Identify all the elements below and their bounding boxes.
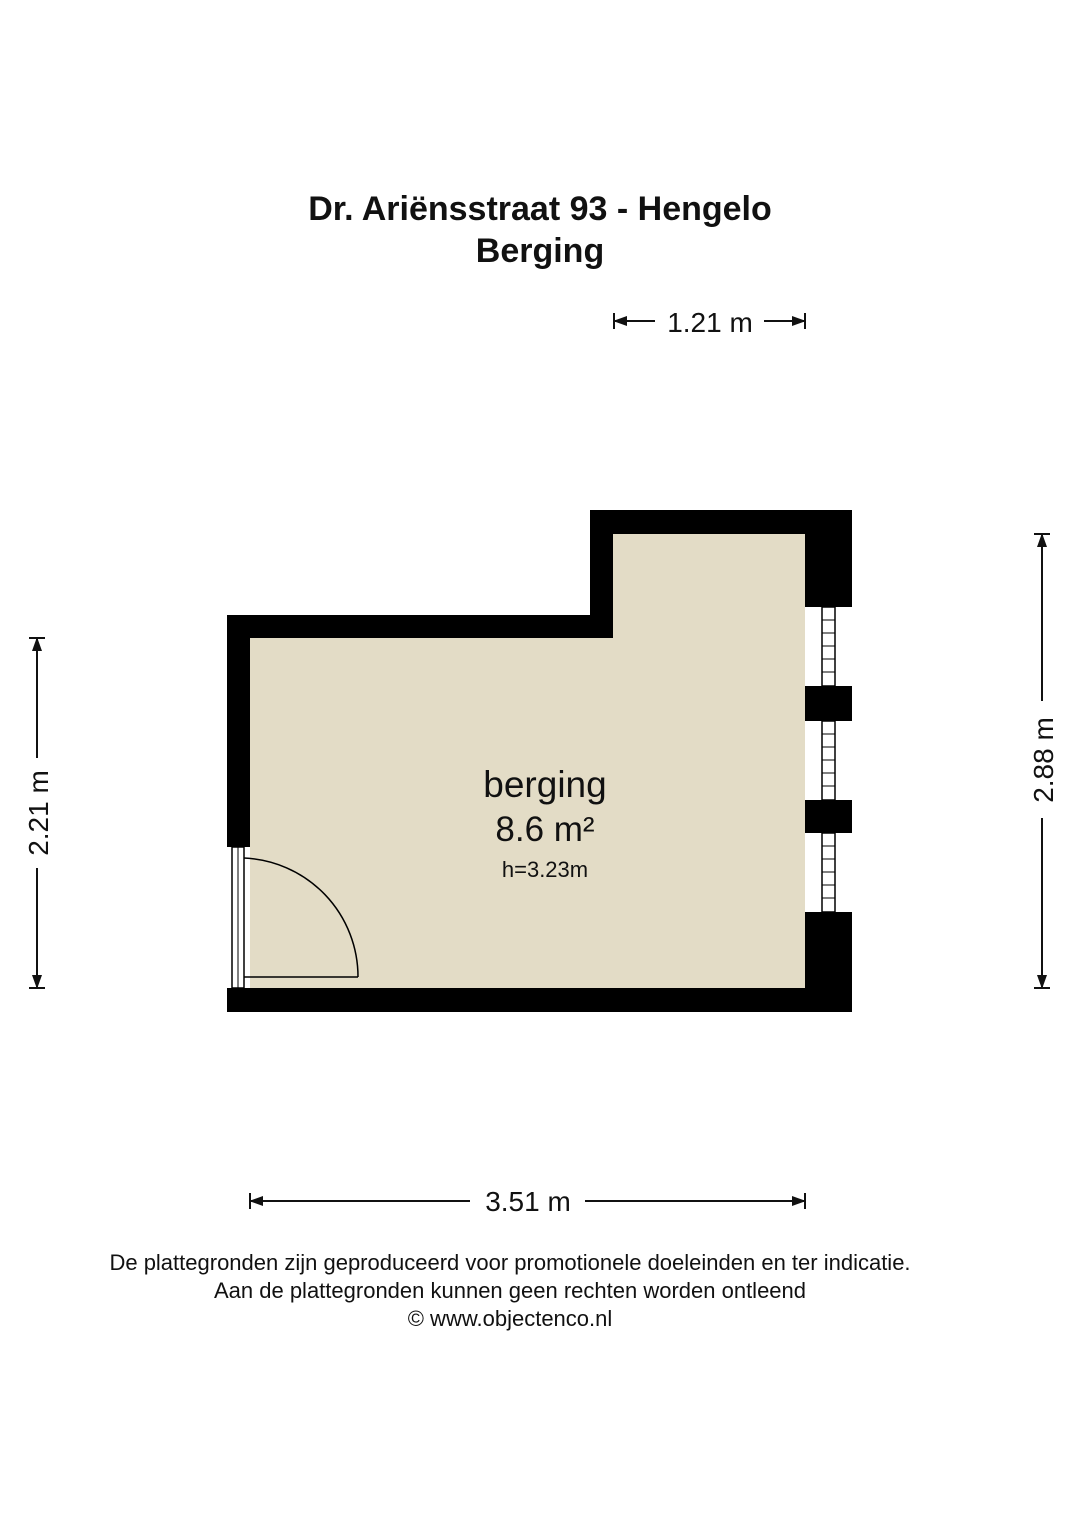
window-2 <box>805 721 852 800</box>
disclaimer-line-1: De plattegronden zijn geproduceerd voor promotionele doeleinden en ter indicatie. <box>109 1250 911 1275</box>
window-3 <box>805 833 852 912</box>
wall-bottom <box>227 988 852 1012</box>
wall-top-left <box>227 615 613 638</box>
wall-right-top <box>805 510 852 607</box>
dimension-top-label: 1.21 m <box>667 307 753 338</box>
dimension-top <box>614 307 805 338</box>
room-area: 8.6 m² <box>495 810 595 849</box>
copyright-link[interactable]: © www.objectenco.nl <box>407 1306 613 1331</box>
disclaimer-line-2: Aan de plattegronden kunnen geen rechten worden ontleend <box>213 1278 807 1303</box>
dimension-left <box>23 638 54 988</box>
window-1 <box>805 607 852 686</box>
wall-right-pier-1 <box>805 686 852 721</box>
plan-title-floor: Berging <box>475 232 605 270</box>
room-name: berging <box>483 764 607 805</box>
dimension-right <box>1028 534 1059 988</box>
wall-left <box>227 615 250 847</box>
room-height: h=3.23m <box>501 857 589 882</box>
dimension-bottom-label: 3.51 m <box>485 1186 571 1217</box>
room-floor <box>250 534 805 988</box>
dimension-left-label: 2.21 m <box>23 770 54 856</box>
dimension-bottom <box>250 1186 805 1217</box>
dimension-right-label: 2.88 m <box>1028 717 1059 803</box>
wall-right-pier-2 <box>805 800 852 833</box>
plan-title-address: Dr. Ariënsstraat 93 - Hengelo <box>308 190 772 228</box>
